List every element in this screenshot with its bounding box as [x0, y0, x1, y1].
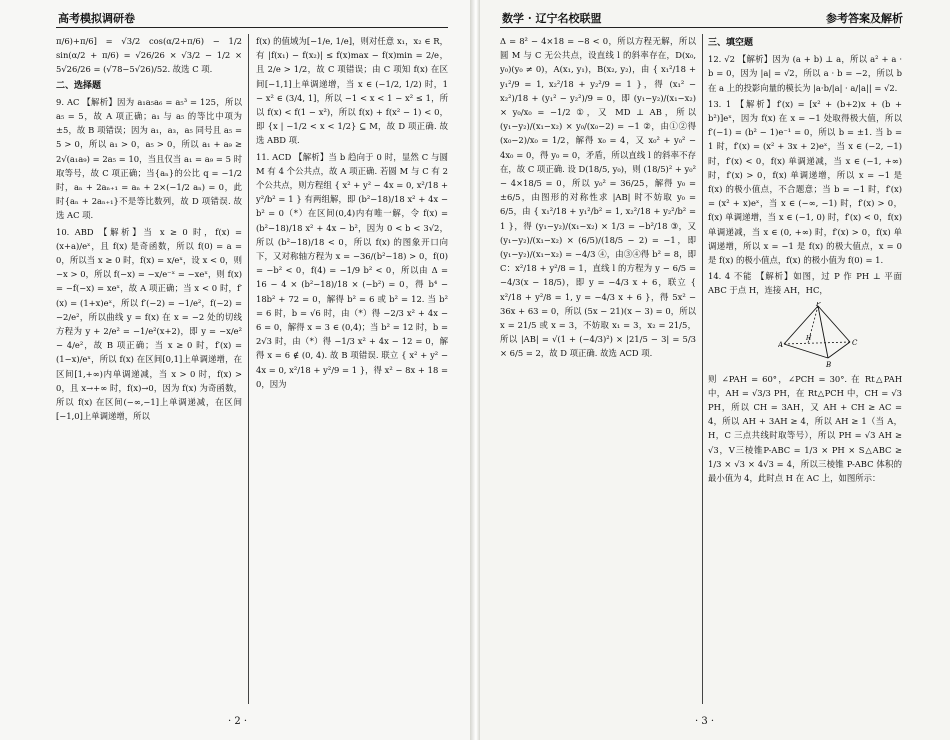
question-9: 9. AC 【解析】因为 a₁a₅a₆ = a₅³ = 125，所以 a₅ = 5，故 A 项正确；a₁ 与 a₅ 的等比中项为 ±5，故 B 项错误；因为 a₁，a₃，a₅ 同号且 a₅ = 5 > 0，所以 a₁ > 0，a₅ > 0，所以 a₁ + a₉ ≥ 2√(a₁a₉) = 2a₅ = 10，当且仅当 a₁ = a₉ = 5 时取等号，故 C 项正确；当{aₙ}的公比 q = −1/2 时，aₙ + 2aₙ₊₁ = aₙ + 2×(−1/2 aₙ) = 0，此时{aₙ + 2aₙ₊₁}不是等比数列，故 D 项错误. 故选 AC 项.	[56, 96, 242, 221]
section-heading: 三、填空题	[708, 38, 754, 48]
question-10-cont: f(x) 的值域为[−1/e, 1/e]，则对任意 x₁，x₂ ∈ R，有 |f(x₁) − f(x₂)| ≤ f(x)max − f(x)min = 2/e，且 2/e > 1/2，故 C 项错误；由 C 项知 f(x) 在区间[−1,1]上单调递增，当 x ∈ (−1/2, 1/2) 时，1 − x² ∈ (3/4, 1]，所以 −1 < x < 1 − x² ≤ 1，所以 f(x) < f(1 − x²)，所以 f(x) + f(x² − 1) < 0，即 {x | −1/2 < x < 1/2} ⊆ M，故 D 项正确. 故选 ABD 项.	[256, 36, 448, 146]
label-a: A	[778, 340, 784, 349]
question-11-cont: Δ = 8² − 4×18 = −8 < 0，所以方程无解，所以圆 M 与 C 无公共点，设直线 l 的斜率存在，D(x₀, y₀)(y₀ ≠ 0)，A(x₁, y₁)，B(x₂, y₂)，由 { x₁²/18 + y₁²/9 = 1, x₂²/18 + y₂²/9 = 1 }，得 (x₁² − x₂²)/18 + (y₁² − y₂²)/9 = 0，即 (y₁−y₂)/(x₁−x₂) × y₀/x₀ = −1/2 ①，又 MD ⊥ AB，所以 (y₁−y₂)/(x₁−x₂) × y₀/(x₀−2) = −1 ②，由①②得 (x₀−2)/x₀ = 1/2，解得 x₀ = 4，又 x₀² + y₀² − 4x₀ = 0，得 y₀ = 0，矛盾，所以直线 l 的斜率不存在，故 C 项正确. 设 D(18/5, y₀)，则 (18/5)² + y₀² − 4×18/5 = 0，所以 y₀² = 36/25，解得 y₀ = ±6/5，由图形的对称性求 |AB| 时不妨取 y₀ = 6/5，由 { x₁²/18 + y₁²/b² = 1, x₂²/18 + y₂²/b² = 1 }，得 (y₁−y₂)/(x₁−x₂) × 1/3 = −b²/18 ③，又 (y₁−y₂)/(x₁−x₂) × (6/5)/(18/5 − 2) = −1，即 (y₁−y₂)/(x₁−x₂) = −4/3 ④，由③④得 b² = 8，即 C：x²/18 + y²/8 = 1，直线 l 的方程为 y − 6/5 = −4/3(x − 18/5)，即 y = −4/3 x + 6，联立 { x²/18 + y²/8 = 1, y = −4/3 x + 6 }，得 5x² − 36x + 63 = 0，所以 (5x − 21)(x − 3) = 0，所以 x = 21/5 或 x = 3，不妨取 x₁ = 3，x₂ = 21/5，所以 |AB| = √(1 + (−4/3)²) × |21/5 − 3| = 5/3 × 6/5 = 2，故 D 项正确. 故选 ACD 项.	[500, 36, 696, 359]
question-11: 11. ACD 【解析】当 b 趋向于 0 时，显然 C 与圆 M 有 4 个公共点，故 A 项正确. 若圆 M 与 C 有 2 个公共点，则方程组 { x² + y² − 4x = 0, x²/18 + y²/b² = 1 } 有两组解，即 (b²−18)/18 x² + 4x − b² = 0（*）在区间(0,4)内有唯一解，令 f(x) = (b²−18)/18 x² + 4x − b²，因为 0 < b < 3√2，所以 (b²−18)/18 < 0，所以 f(x) 的图象开口向下，又对称轴方程为 x = −36/(b²−18) > 0，f(0) = −b² < 0，f(4) = −1/9 b² < 0，所以由 Δ = 16 − 4 × (b²−18)/18 × (−b²) = 0，得 b⁴ − 18b² + 72 = 0，解得 b² = 6 或 b² = 12. 当 b² = 6 时，b = √6 时，由（*）得 −2/3 x² + 4x − 6 = 0，解得 x = 3 ∈ (0,4)；当 b² = 12 时，b = 2√3 时，由（*）得 −1/3 x² + 4x − 12 = 0，解得 x = 6 ∉ (0, 4). 故 B 项错误. 联立 { x² + y² − 4x = 0, x²/18 + y²/9 = 1 }，得 x² − 8x + 18 = 0，因为	[256, 151, 448, 389]
question-14: 14. 4 不能 【解析】如图，过 P 作 PH ⊥ 平面 ABC 于点 H，连接 AH，HC，	[708, 271, 902, 296]
right-header-left: 数学 · 辽宁名校联盟	[502, 12, 602, 25]
right-column-2	[708, 34, 902, 714]
pyramid-figure	[778, 302, 868, 368]
column-divider	[248, 34, 249, 704]
column-divider	[702, 34, 703, 704]
left-column-2	[256, 34, 448, 714]
left-page	[0, 0, 470, 740]
left-header: 高考模拟调研卷	[58, 12, 135, 25]
right-column-1	[500, 34, 696, 714]
page-number: · 3 ·	[695, 716, 715, 727]
header-rule	[56, 27, 448, 28]
question-14-cont: 则 ∠PAH = 60°，∠PCH = 30°. 在 Rt△PAH 中，AH = √3/3 PH，在 Rt△PCH 中，CH = √3 PH，所以 CH = 3AH，又 AH + CH ≥ AC = 4，所以 AH + 3AH ≥ 4，所以 AH ≥ 1（当 A，H，C 三点共线时取等号），所以 PH = √3 AH ≥ √3，V三棱锥P-ABC = 1/3 × PH × S△ABC ≥ 1/3 × √3 × 4√3 = 4，所以三棱锥 P-ABC 体积的最小值为 4，此时点 H 在 AC 上，如图所示：	[708, 373, 902, 484]
right-header-right: 参考答案及解析	[826, 12, 903, 25]
label-b: B	[826, 360, 832, 368]
right-page	[480, 0, 950, 740]
label-c: C	[852, 338, 858, 347]
book-gutter	[470, 0, 480, 740]
question-10: 10. ABD 【解析】当 x ≥ 0 时，f(x) = (x+a)/eˣ，且 f(x) 是奇函数，所以 f(0) = a = 0，所以当 x ≥ 0 时，f(x) = x/eˣ，设 x < 0，则 −x > 0，所以 f(−x) = −x/e⁻ˣ = −xeˣ，则 f(x) = −f(−x) = xeˣ，故 A 项正确；当 x < 0 时，f′(x) = (1+x)eˣ，所以 f′(−2) = −1/e²，f(−2) = −2/e²，所以曲线 y = f(x) 在 x = −2 处的切线方程为 y + 2/e² = −1/e²(x+2)，即 y = −x/e² − 4/e²，故 B 项正确；当 x ≥ 0 时，f′(x) = (1−x)/eˣ，所以 f(x) 在区间[0,1]上单调递增，在区间[1,+∞)内单调递减，当 x > 0 时，f(x) > 0，且 x→+∞ 时，f(x)→0，因为 f(x) 为奇函数，所以 f(x) 在区间(−∞,−1]上单调递减，在区间[−1,0]上单调递增，所以	[56, 226, 242, 422]
page-number: · 2 ·	[228, 716, 248, 727]
section-heading: 二、选择题	[56, 80, 102, 91]
left-column-1	[56, 34, 242, 714]
label-p: P	[816, 301, 821, 308]
header-rule	[500, 27, 900, 28]
question-12: 12. √2 【解析】因为 (a + b) ⊥ a，所以 a² + a · b = 0，因为 |a| = √2，所以 a · b = −2，所以 b 在 a 上的投影向量的模长为 |a·b/|a| · a/|a|| = √2.	[708, 54, 902, 93]
para-continuation: π/6)+π/6] = √3/2 cos(α/2+π/6) − 1/2 sin(α/2 + π/6) = √26/26 × √3/2 − 1/2 × 5√26/26 = (√78−5√26)/52. 故选 C 项.	[56, 36, 242, 75]
label-h: H	[806, 334, 812, 342]
question-13: 13. 1 【解析】f′(x) = [x² + (b+2)x + (b + b²)]eˣ，因为 f(x) 在 x = −1 处取得极大值，所以 f′(−1) = (b² − 1)e⁻¹ = 0，所以 b = ±1. 当 b = 1 时，f′(x) = (x² + 3x + 2)eˣ，当 x ∈ (−2, −1) 时，f′(x) < 0，f(x) 单调递减，当 x ∈ (−1, +∞) 时，f′(x) > 0，f(x) 单调递增，所以 x = −1 是 f(x) 的极小值点，不合题意；当 b = −1 时，f′(x) = (x² + x)eˣ，当 x ∈ (−∞, −1) 时，f′(x) > 0，f(x) 单调递增，当 x ∈ (−1, 0) 时，f′(x) < 0，f(x) 单调递减，当 x ∈ (0, +∞) 时，f′(x) > 0，f(x) 单调递增，所以 x = −1 是 f(x) 的极大值点，x = 0 是 f(x) 的极小值点，f(x) 的极小值为 f(0) = 1.	[708, 98, 902, 266]
